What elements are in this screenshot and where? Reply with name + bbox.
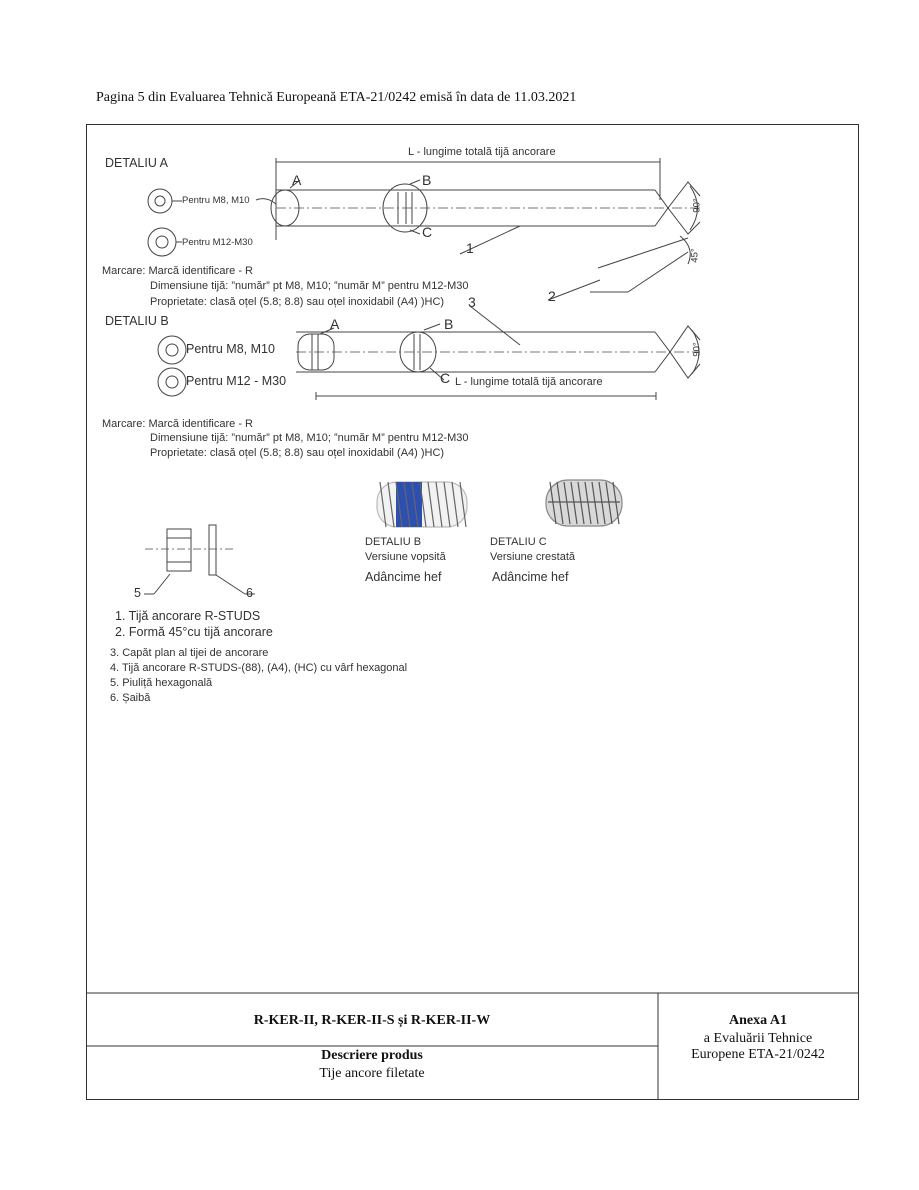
detail-a-length-label: L - lungime totală tijă ancorare: [408, 146, 556, 158]
detail-a-letter-c: C: [422, 224, 433, 240]
detail-a-title: DETALIU A: [105, 156, 168, 170]
detail-b-marking-3: Proprietate: clasă oțel (5.8; 8.8) sau oțel inoxidabil (A4) )HC): [150, 447, 445, 459]
detail-b-marking-2: Dimensiune tijă: ”număr” pt M8, M10; ”număr M” pentru M12-M30: [150, 432, 469, 444]
angle-90-a: 90°: [691, 198, 703, 213]
callout-5: 5: [134, 586, 141, 600]
detail-b-marking-1: Marcare: Marcă identificare - R: [102, 418, 253, 430]
detail-b-title: DETALIU B: [105, 314, 169, 328]
legend-item-4: 4. Tijă ancorare R-STUDS-(88), (A4), (HC) cu vârf hexagonal: [110, 662, 408, 674]
detail-a-marking-2: Dimensiune tijă: ”număr” pt M8, M10; ”număr M” pentru M12-M30: [150, 280, 469, 292]
callout-2: 2: [548, 288, 556, 304]
page-header: Pagina 5 din Evaluarea Tehnică Europeană ETA-21/0242 emisă în data de 11.03.2021: [96, 90, 577, 105]
thread-c-title: DETALIU C: [490, 536, 547, 548]
thread-b-title: DETALIU B: [365, 536, 422, 548]
detail-b-letter-b: B: [444, 316, 454, 332]
footer-annex-line2: Europene ETA-21/0242: [691, 1047, 825, 1062]
legend-item-5: 5. Piuliță hexagonală: [110, 677, 213, 689]
callout-6: 6: [246, 586, 253, 600]
mark-b-large-label: Pentru M12 - M30: [186, 374, 287, 388]
nut-washer-drawing: [144, 525, 255, 594]
thread-notched: [546, 480, 622, 526]
legend-item-2: 2. Formă 45°cu tijă ancorare: [115, 625, 273, 639]
detail-b-letter-c: C: [440, 370, 451, 386]
angle-90-b: 90°: [691, 342, 703, 357]
detail-a-letter-b: B: [422, 172, 432, 188]
detail-a-letter-a: A: [292, 172, 302, 188]
footer-desc-title: Descriere produs: [321, 1048, 423, 1063]
callout-3: 3: [468, 294, 476, 310]
thread-painted: [377, 482, 467, 527]
footer-desc-subtitle: Tije ancore filetate: [319, 1066, 425, 1081]
thread-b-subtitle: Versiune vopsită: [365, 551, 446, 563]
legend-item-1: 1. Tijă ancorare R-STUDS: [115, 609, 261, 623]
mark-a-large-label: Pentru M12-M30: [182, 237, 253, 248]
callout-1: 1: [466, 240, 474, 256]
legend-item-3: 3. Capăt plan al tijei de ancorare: [110, 647, 269, 659]
thread-c-subtitle: Versiune crestată: [490, 551, 575, 563]
footer-annex-title: Anexa A1: [729, 1013, 787, 1028]
rod-b-drawing: [296, 324, 700, 400]
detail-b-letter-a: A: [330, 316, 340, 332]
mark-a-small-label: Pentru M8, M10: [182, 195, 250, 206]
footer-annex-line1: a Evaluării Tehnice: [703, 1031, 813, 1046]
legend-item-6: 6. Șaibă: [110, 692, 151, 704]
mark-b-small-label: Pentru M8, M10: [186, 342, 275, 356]
footer-product: R-KER-II, R-KER-II-S și R-KER-II-W: [253, 1013, 491, 1028]
thread-b-depth: Adâncime hef: [365, 570, 442, 584]
detail-a-marking-3: Proprietate: clasă oțel (5.8; 8.8) sau oțel inoxidabil (A4) )HC): [150, 296, 445, 308]
detail-a-marking-1: Marcare: Marcă identificare - R: [102, 265, 253, 277]
detail-b-length-label: L - lungime totală tijă ancorare: [455, 376, 603, 388]
angle-45: 45°: [689, 248, 701, 263]
thread-c-depth: Adâncime hef: [492, 570, 569, 584]
marks-b: [158, 336, 186, 396]
